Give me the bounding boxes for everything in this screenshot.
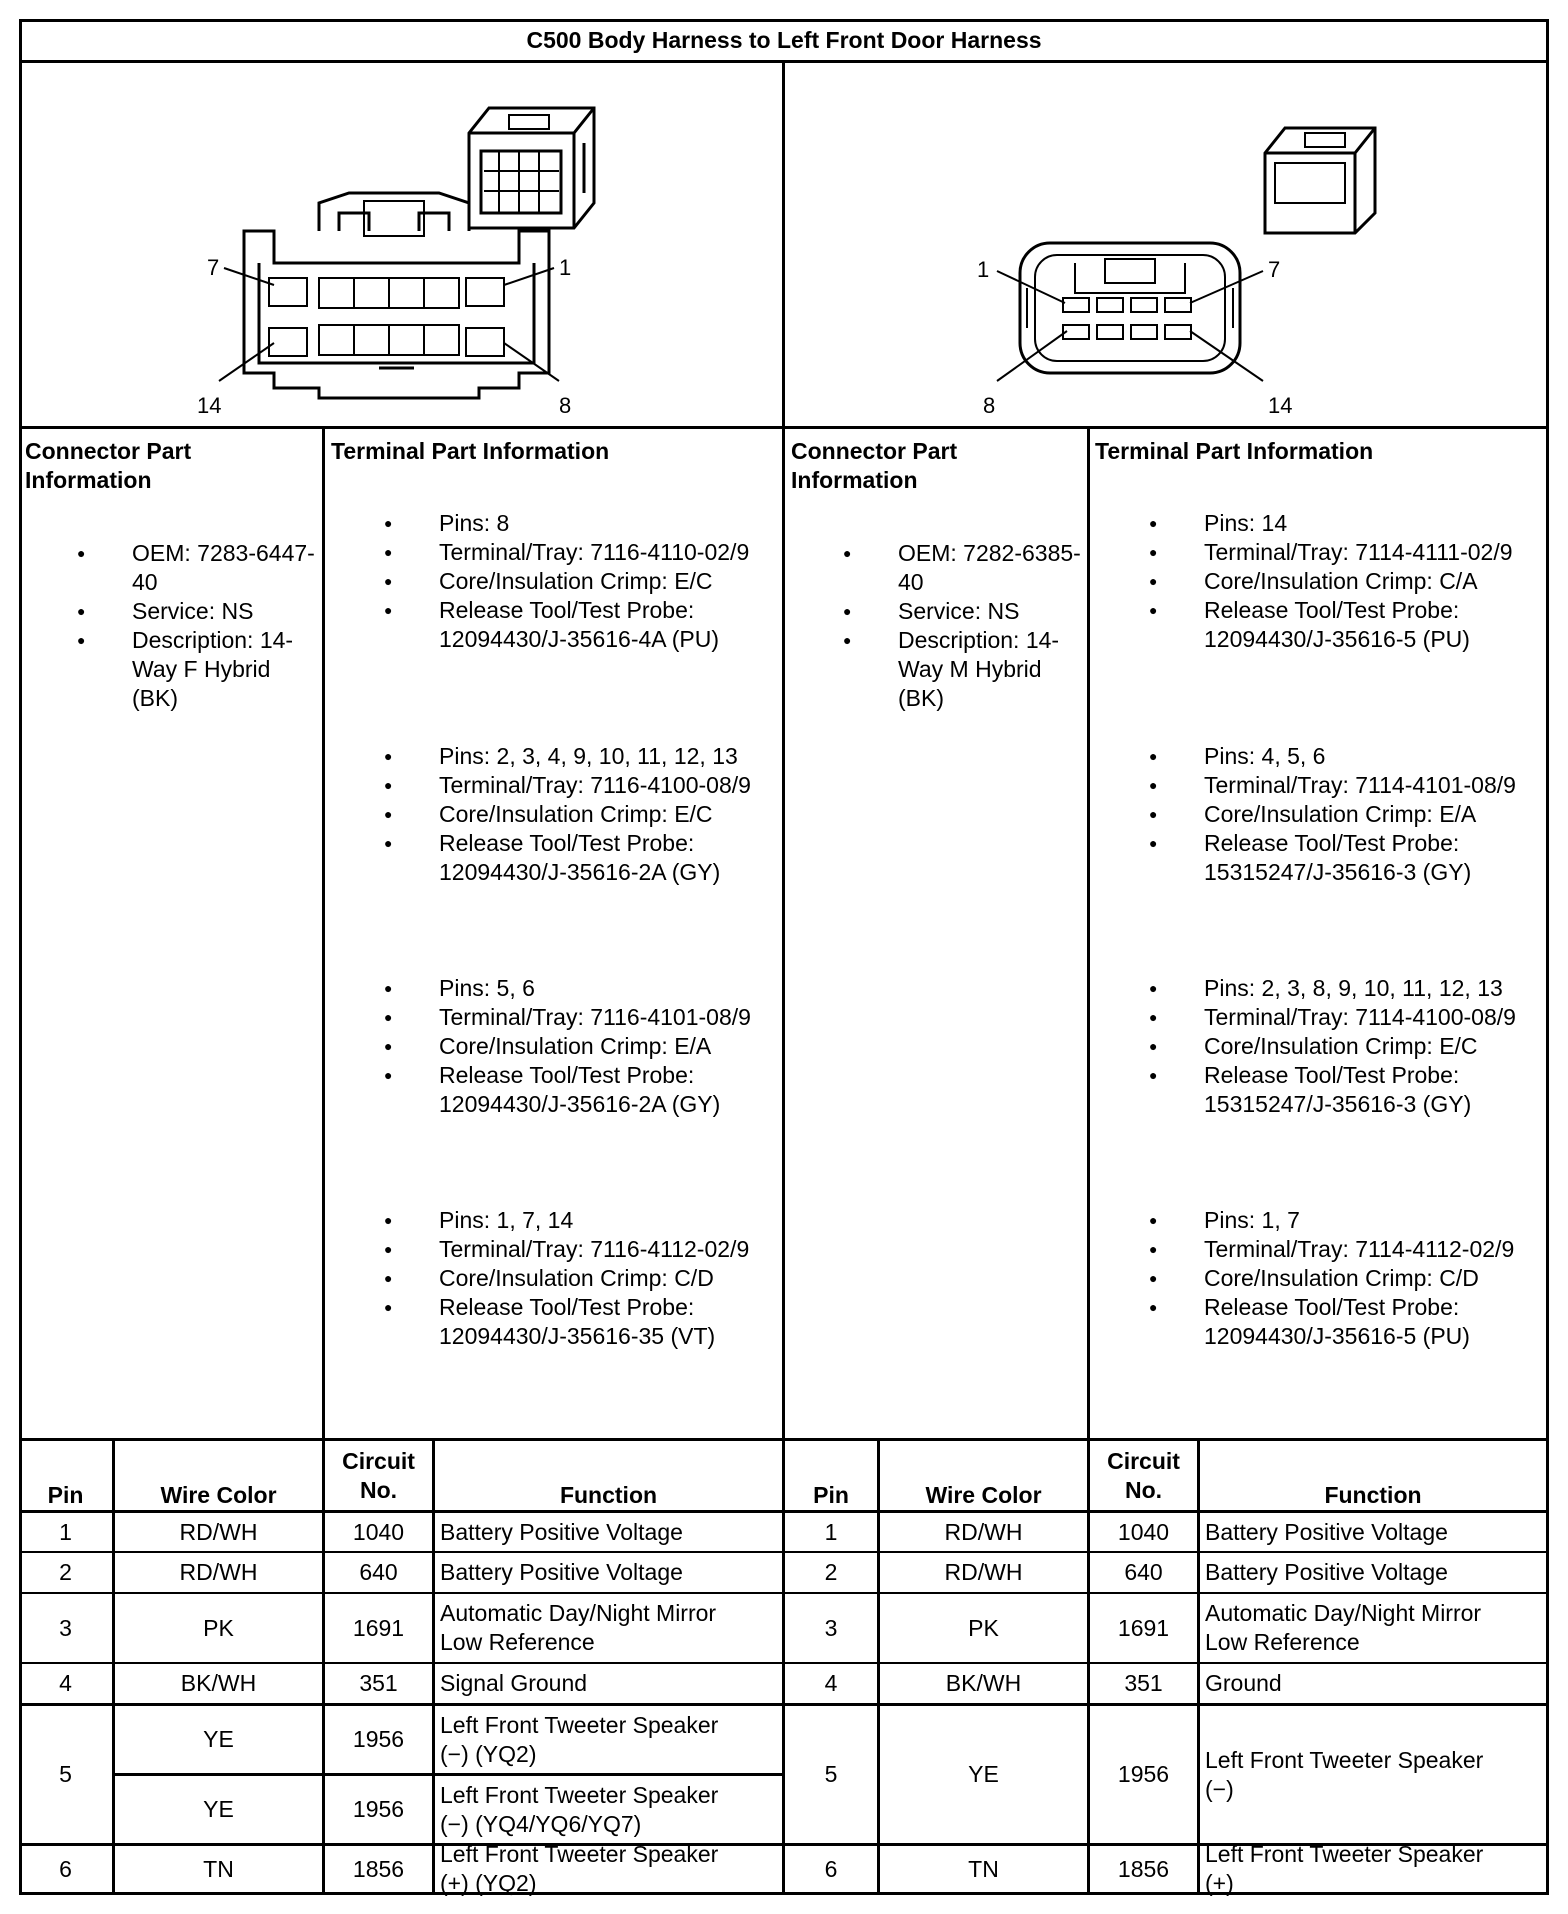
list-item: ● Core/Insulation Crimp: C/A [1149,567,1544,596]
list-item: ● Core/Insulation Crimp: C/D [1149,1264,1544,1293]
wire-color-cell: TN [968,1855,999,1882]
column-header-wire-color: Wire Color [160,1482,277,1508]
connector-info-list [843,539,1083,713]
function-cell: Automatic Day/Night Mirror Low Reference [440,1600,717,1655]
list-item: ● Pins: 4, 5, 6 [1149,742,1544,771]
pin-label-8: 8 [983,393,996,418]
list-item: ● Terminal/Tray: 7116-4110-02/9 [384,538,779,567]
function-cell: Battery Positive Voltage [440,1518,683,1545]
wire-color-cell: RD/WH [944,1518,1023,1545]
list-item: ● Pins: 1, 7 [1149,1206,1544,1235]
circuit-cell: 640 [359,1559,398,1585]
terminal-group [1149,742,1544,887]
circuit-cell: 640 [1124,1559,1163,1585]
list-item: ● Terminal/Tray: 7114-4100-08/9 [1149,1003,1544,1032]
male-connector-diagram [785,63,1546,426]
terminal-group [1149,509,1544,654]
pin-label-7: 7 [207,255,220,280]
list-item: ● Release Tool/Test Probe: 15315247/J-35616-3 (GY) [1149,829,1544,887]
list-item: ● Pins: 8 [384,509,779,538]
pin-cell: 2 [59,1559,72,1585]
column-header-function: Function [559,1482,658,1508]
list-item: ● Core/Insulation Crimp: E/A [1149,800,1544,829]
list-item: ● Release Tool/Test Probe: 12094430/J-35616-35 (VT) [384,1293,779,1351]
list-item: ● Pins: 1, 7, 14 [384,1206,779,1235]
function-cell: Battery Positive Voltage [1205,1518,1448,1545]
circuit-cell: 1691 [352,1614,405,1641]
pin-label-1: 1 [977,257,990,282]
function-cell: Left Front Tweeter Speaker (−) (YQ2) [440,1711,719,1767]
wire-color-cell: PK [968,1614,999,1641]
column-header-circuit: Circuit No. [342,1447,415,1503]
function-cell: Automatic Day/Night Mirror Low Reference [1205,1600,1482,1655]
wire-color-cell: PK [203,1614,234,1641]
circuit-cell: 351 [359,1670,398,1696]
circuit-cell: 1956 [352,1726,405,1752]
pin-label-8: 8 [559,393,572,418]
terminal-group [384,742,779,887]
circuit-cell: 1956 [352,1796,405,1822]
list-item: ● Core/Insulation Crimp: E/A [384,1032,779,1061]
list-item: ● Service: NS [77,597,317,626]
list-item: ● Service: NS [843,597,1083,626]
list-item: ● Release Tool/Test Probe: 12094430/J-35616-5 (PU) [1149,596,1544,654]
wire-color-cell: YE [968,1761,999,1787]
terminal-group [1149,1206,1544,1351]
list-item: ● Terminal/Tray: 7114-4112-02/9 [1149,1235,1544,1264]
list-item: ● Terminal/Tray: 7114-4111-02/9 [1149,538,1544,567]
list-item: ● Terminal/Tray: 7116-4101-08/9 [384,1003,779,1032]
list-item: ● Pins: 2, 3, 4, 9, 10, 11, 12, 13 [384,742,779,771]
list-item: ● Release Tool/Test Probe: 12094430/J-35616-2A (GY) [384,1061,779,1119]
list-item: ● Description: 14-Way F Hybrid (BK) [77,626,317,713]
pin-label-1: 1 [559,255,572,280]
connector-sheet [19,19,1549,1895]
function-cell: Ground [1205,1670,1282,1696]
list-item: ● Pins: 5, 6 [384,974,779,1003]
female-connector-diagram [19,63,782,426]
circuit-cell: 1856 [1117,1855,1170,1882]
list-item: ● OEM: 7282-6385-40 [843,539,1083,597]
wire-color-cell: RD/WH [179,1518,258,1545]
pin-label-14: 14 [1268,393,1293,418]
list-item: ● Description: 14-Way M Hybrid (BK) [843,626,1083,713]
list-item: ● Terminal/Tray: 7114-4101-08/9 [1149,771,1544,800]
list-item: ● Release Tool/Test Probe: 12094430/J-35616-5 (PU) [1149,1293,1544,1351]
function-cell: Left Front Tweeter Speaker (−) (YQ4/YQ6/YQ7) [440,1781,719,1837]
connector-info-list [77,539,317,713]
column-header-circuit: Circuit No. [1107,1447,1180,1503]
pin-cell: 3 [824,1614,838,1641]
circuit-cell: 1040 [1117,1518,1170,1545]
terminal-group [384,974,779,1119]
column-header-pin: Pin [813,1482,849,1508]
page-title: C500 Body Harness to Left Front Door Harness [526,27,1042,53]
column-header-pin: Pin [47,1482,84,1508]
list-item: ● Core/Insulation Crimp: E/C [384,567,779,596]
pin-cell: 5 [824,1761,838,1787]
circuit-cell: 1040 [352,1518,405,1545]
pin-cell: 2 [824,1559,838,1585]
terminal-info-header: Terminal Part Information [1095,438,1374,464]
wire-color-cell: TN [203,1855,234,1882]
function-cell: Battery Positive Voltage [440,1559,683,1585]
circuit-cell: 1691 [1117,1614,1170,1641]
wire-color-cell: BK/WH [945,1670,1022,1696]
list-item: ● Core/Insulation Crimp: C/D [384,1264,779,1293]
list-item: ● Core/Insulation Crimp: E/C [384,800,779,829]
list-item: ● Release Tool/Test Probe: 15315247/J-35616-3 (GY) [1149,1061,1544,1119]
column-header-function: Function [1324,1482,1422,1508]
list-item: ● OEM: 7283-6447-40 [77,539,317,597]
list-item: ● Terminal/Tray: 7116-4112-02/9 [384,1235,779,1264]
function-cell: Left Front Tweeter Speaker (+) (YQ2) [440,1841,719,1896]
terminal-group [1149,974,1544,1119]
wire-color-cell: YE [203,1726,234,1752]
pin-cell: 4 [824,1670,838,1696]
list-item: ● Release Tool/Test Probe: 12094430/J-35616-4A (PU) [384,596,779,654]
wire-color-cell: RD/WH [179,1559,258,1585]
pin-cell: 5 [59,1761,72,1787]
pin-cell: 3 [59,1614,72,1641]
list-item: ● Core/Insulation Crimp: E/C [1149,1032,1544,1061]
function-cell: Left Front Tweeter Speaker (−) [1205,1746,1484,1802]
pin-cell: 6 [824,1855,838,1882]
pin-cell: 1 [824,1518,838,1545]
pin-label-7: 7 [1268,257,1281,282]
pin-cell: 4 [59,1670,72,1696]
function-cell: Battery Positive Voltage [1205,1559,1448,1585]
terminal-group [384,509,779,654]
terminal-group [384,1206,779,1351]
function-cell: Signal Ground [440,1670,588,1696]
terminal-info-header: Terminal Part Information [331,438,610,464]
column-header-wire-color: Wire Color [925,1482,1042,1508]
circuit-cell: 351 [1124,1670,1163,1696]
pin-cell: 1 [59,1518,72,1545]
circuit-cell: 1856 [352,1855,405,1882]
wire-color-cell: RD/WH [944,1559,1023,1585]
list-item: ● Release Tool/Test Probe: 12094430/J-35616-2A (GY) [384,829,779,887]
list-item: ● Pins: 14 [1149,509,1544,538]
connector-info-header: Connector Part Information [25,438,192,493]
wire-color-cell: BK/WH [180,1670,257,1696]
circuit-cell: 1956 [1117,1761,1170,1787]
list-item: ● Terminal/Tray: 7116-4100-08/9 [384,771,779,800]
pin-label-14: 14 [197,393,222,418]
pin-cell: 6 [59,1855,72,1882]
list-item: ● Pins: 2, 3, 8, 9, 10, 11, 12, 13 [1149,974,1544,1003]
function-cell: Left Front Tweeter Speaker (+) [1205,1841,1484,1896]
wire-color-cell: YE [203,1796,234,1822]
connector-info-header: Connector Part Information [791,438,958,493]
